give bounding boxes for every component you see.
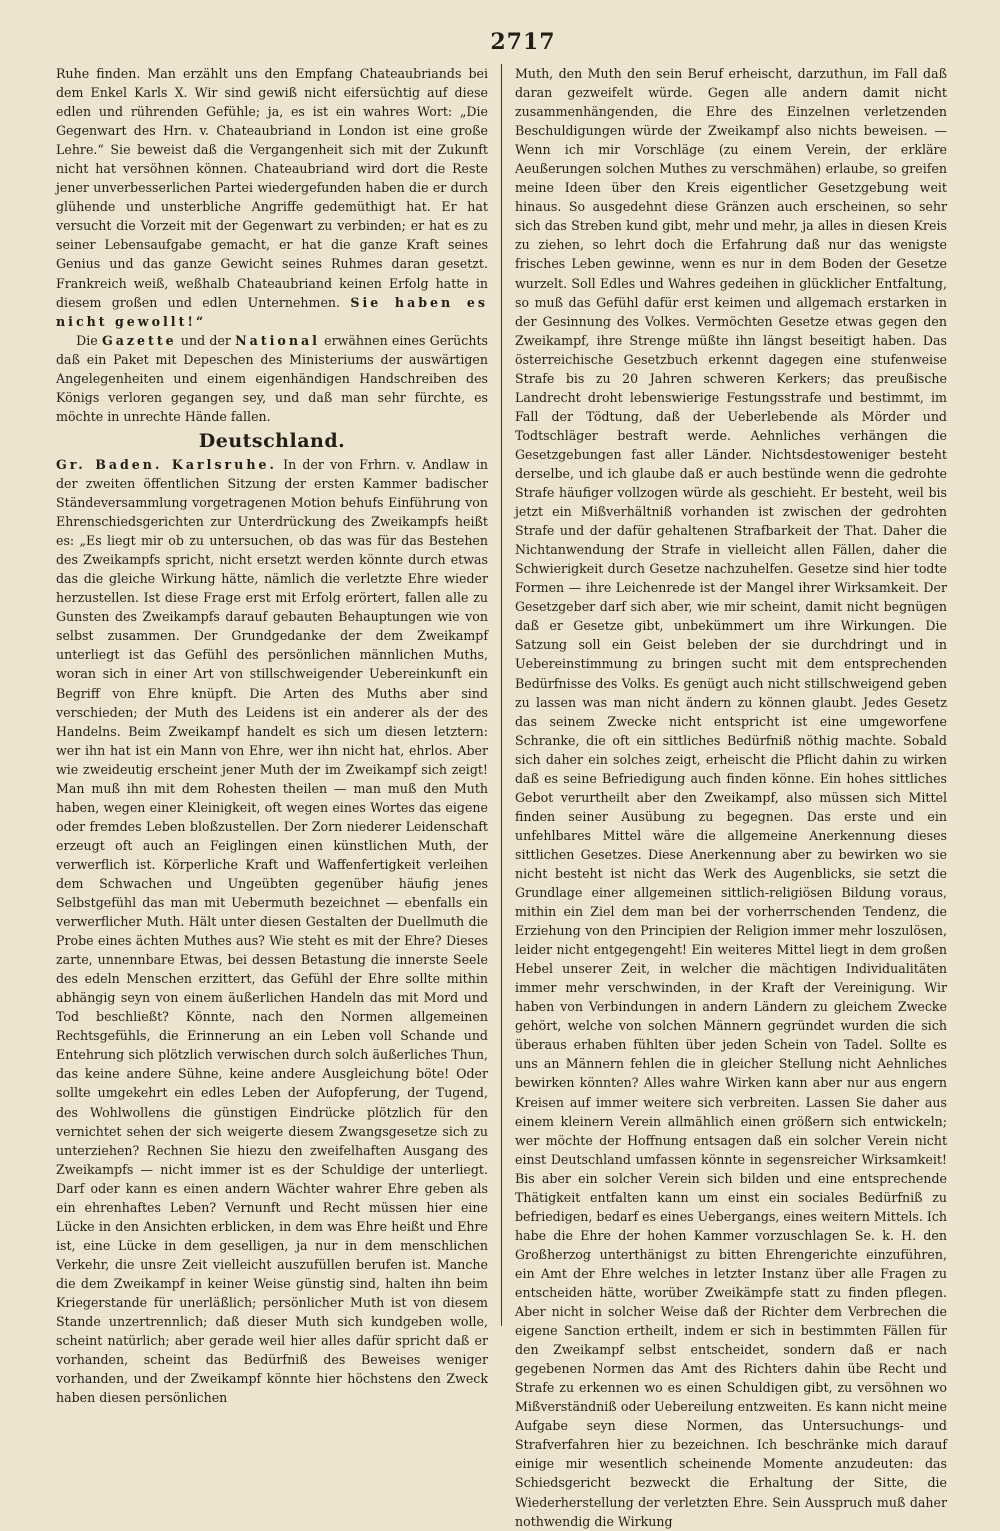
dateline: Gr. Baden. Karlsruhe.	[56, 456, 277, 472]
paragraph-baden	[56, 455, 488, 1407]
text-fragment: Die	[76, 332, 98, 348]
newspaper-name-national: National	[235, 332, 320, 348]
paragraph-gazette	[56, 331, 488, 426]
paragraph-text: Muth, den Muth den sein Beruf erheischt, darzuthun, im Fall daß daran gezweifelt würde. Gegen alle andern damit nicht zusammenhängenden, die Ehre des Einzelnen verletzenden Beschuldigungen würde der Zweikampf also nichts beweisen. — Wenn ich mir Vorschläge (zu einem Verein, der erkläre Aeußerungen solchen Muthes zu verschmähen) erlaube, so greifen meine Ideen über den Kreis eigentlicher Gesetzgebung weit hinaus. So ausgedehnt diese Gränzen auch erscheinen, so sehr sich das Streben kund gibt, mehr und mehr, ja alles in diesen Kreis zu ziehen, so lehrt doch die Erfahrung daß nur das wenigste frisches Leben gewinne, wenn es nur in dem Boden der Gesetze wurzelt. Soll Edles und Wahres gedeihen in glücklicher Entfaltung, so muß das Gefühl dafür erst keimen und allgemach erstarken in der Gesinnung des Volkes. Vermöchten Gesetze etwas gegen den Zweikampf, ihre Strenge müßte ihn längst beseitigt haben. Das österreichische Gesetzbuch erkennt dagegen eine stufenweise Strafe bis zu 20 Jahren schweren Kerkers; das preußische Landrecht droht lebenswierige Festungsstrafe und bestimmt, im Fall der Tödtung, daß der Ueberlebende als Mörder und Todtschläger bestraft werde. Aehnliches verhängen die Gesetzgebungen fast aller Länder. Nichtsdestoweniger besteht derselbe, und ich glaube daß er auch bestünde wenn die gedrohte Strafe häufiger vollzogen würde als geschieht. Er besteht, weil bis jetzt ein Mißverhältniß vorhanden ist zwischen der gedrohten Strafe und der dafür gehaltenen Strafbarkeit der That. Daher die Nichtanwendung der Strafe in vielleicht allen Fällen, daher die Schwierigkeit durch Gesetze nachzuhelfen. Gesetze sind hier todte Formen — ihre Leichenrede ist der Mangel ihrer Wirksamkeit. Der Gesetzgeber darf sich aber, wie mir scheint, damit nicht begnügen daß er Gesetze gibt, unbekümmert um ihre Wirkungen. Die Satzung soll ein Geist beleben der sie durchdringt und in Uebereinstimmung zu bringen sucht mit dem entsprechenden Bedürfnisse des Volks. Es genügt auch nicht stillschweigend geben zu lassen was man nicht ändern zu können glaubt. Jedes Gesetz das seinem Zwecke nicht entspricht ist eine umgeworfene Schranke, die oft ein sittliches Bedürfniß nöthig machte. Sobald sich daher ein solches zeigt, erheischt die Pflicht dahin zu wirken daß es seine Befriedigung auch finden könne. Ein hohes sittliches Gebot verurtheilt aber den Zweikampf, also müssen sich Mittel finden seiner Ausübung zu begegnen. Das erste und ein unfehlbares Mittel wäre die allgemeine Anerkennung dieses sittlichen Gesetzes. Diese Anerkennung aber zu bewirken wo sie nicht besteht ist nicht das Werk des Augenblicks, sie setzt die Grundlage einer allgemeinen sittlich-religiösen Bildung voraus, mithin ein Ziel dem man bei der vorherrschenden Tendenz, die Erziehung von den Principien der Religion immer mehr loszulösen, leider nicht entgegengeht! Ein weiteres Mittel liegt in dem großen Hebel unserer Zeit, in welcher die mächtigen Individualitäten immer mehr verschwinden, in der Kraft der Vereinigung. Wir haben von Verbindungen in andern Ländern zu gleichem Zwecke gehört, welche von solchen Männern gegründet wurden die sich überaus erhaben fühlten über jeden Schein von Tadel. Sollte es uns an Männern fehlen die in gleicher Stellung nicht Aehnliches bewirken könnten? Alles wahre Wirken kann aber nur aus engern Kreisen auf immer weitere sich verbreiten. Lassen Sie daher aus einem kleinern Verein allmählich einen größern sich entwickeln; wer möchte der Hoffnung entsagen daß ein solcher Verein nicht einst Deutschland umfassen könnte in segensreicher Wirksamkeit! Bis aber ein solcher Verein sich bilden und eine entsprechende Thätigkeit entfalten kann um einst ein sociales Bedürfniß zu befriedigen, bedarf es eines Uebergangs, eines weitern Mittels. Ich habe die Ehre der hohen Kammer vorzuschlagen Se. k. H. den Großherzog unterthänigst zu bitten Ehrengerichte einzuführen, ein Amt der Ehre welches in letzter Instanz über alle Fragen zu entscheiden hätte, worüber Zweikämpfe statt zu finden pflegen. Aber nicht in solcher Weise daß der Richter dem Verbrechen die eigene Sanction ertheilt, indem er sich in bestimmten Fällen für den Zweikampf selbst entscheidet, sondern daß er nach gegebenen Normen das Amt des Richters dahin übe Recht und Strafe zu erkennen wo es einen Schuldigen gibt, zu versöhnen wo Mißverständniß oder Uebereilung entzweiten. Es kann nicht meine Aufgabe seyn diese Normen, das Untersuchungs- und Strafverfahren hier zu bezeichnen. Ich beschränke mich darauf einige mir wesentlich scheinende Momente anzudeuten: das Schiedsgericht bezweckt die Erhaltung der Sitte, die Wiederherstellung der verletzten Ehre. Sein Ausspruch muß daher nothwendig die Wirkung	[515, 66, 947, 1529]
page-number: 2717	[490, 29, 556, 55]
paragraph-text: In der von Frhrn. v. Andlaw in der zweiten öffentlichen Sitzung der ersten Kammer badischer Ständeversammlung vorgetragenen Motion behufs Einführung von Ehrenschiedsgerichten zur Unterdrückung des Zweikampfs heißt es: „Es liegt mir ob zu untersuchen, ob das was für das Bestehen des Zweikampfs spricht, nicht ersetzt werden könnte durch etwas das die gleiche Wirkung hätte, nämlich die verletzte Ehre wieder herzustellen. Ist diese Frage erst mit Erfolg erörtert, fallen alle zu Gunsten des Zweikampfs darauf gebauten Behauptungen wie von selbst zusammen. Der Grundgedanke der dem Zweikampf unterliegt ist das Gefühl des persönlichen männlichen Muths, woran sich in einer Art von stillschweigender Uebereinkunft ein Begriff von Ehre knüpft. Die Arten des Muths aber sind verschieden; der Muth des Leidens ist ein anderer als der des Handelns. Beim Zweikampf handelt es sich um diesen letztern: wer ihn hat ist ein Mann von Ehre, wer ihn nicht hat, ehrlos. Aber wie zweideutig erscheint jener Muth der im Zweikampf sich zeigt! Man muß ihn mit dem Rohesten theilen — man muß den Muth haben, wegen einer Kleinigkeit, oft wegen eines Wortes das eigene oder fremdes Leben bloßzustellen. Der Zorn niederer Leidenschaft erzeugt oft auch an Feiglingen einen künstlichen Muth, der verwerflich ist. Körperliche Kraft und Waffenfertigkeit verleihen dem Schwachen und Ungeübten gegenüber häufig jenes Selbstgefühl das man mit Uebermuth bezeichnet — ebenfalls ein verwerflicher Muth. Hält unter diesen Gestalten der Duellmuth die Probe eines ächten Muthes aus? Wie steht es mit der Ehre? Dieses zarte, unnennbare Etwas, bei dessen Betastung die innerste Seele des edeln Menschen erzittert, das Gefühl der Ehre sollte mithin abhängig seyn von einem äußerlichen Handeln das mit Mord und Tod beschließt? Könnte, nach den Normen allgemeinen Rechtsgefühls, die Erinnerung an ein Leben voll Schande und Entehrung sich plötzlich verwischen durch solch äußerliches Thun, das keine andere Sühne, keine andere Ausgleichung böte! Oder sollte umgekehrt ein edles Leben der Aufopferung, der Tugend, des Wohlwollens die günstigen Eindrücke plötzlich für den vernichtet sehen der sich weigerte diesem Zwangsgesetze sich zu unterziehen? Rechnen Sie hiezu den zweifelhaften Ausgang des Zweikampfs — nicht immer ist es der Schuldige der unterliegt. Darf oder kann es einen andern Wächter wahrer Ehre geben als ein ehrenhaftes Leben? Vernunft und Recht müssen hier eine Lücke in den Ansichten erblicken, in dem was Ehre heißt und Ehre ist, eine Lücke in dem geselligen, ja nur in dem menschlichen Verkehr, die unsre Zeit vielleicht auszufüllen berufen ist. Manche die dem Zweikampf in keiner Weise günstig sind, halten ihn beim Kriegerstande für unerläßlich; persönlicher Muth ist von diesem Stande unzertrennlich; daß dieser Muth sich kundgeben wolle, scheint natürlich; aber gerade weil hier alles dafür spricht daß er vorhanden, scheint das Bedürfniß des Beweises weniger vorhanden, und der Zweikampf könnte hier höchstens den Zweck haben diesen persönlichen	[56, 456, 489, 1406]
paragraph-text: Ruhe finden. Man erzählt uns den Empfang Chateaubriands bei dem Enkel Karls X. Wir sind gewiß nicht eifersüchtig auf diese edlen und rührenden Gefühle; ja, es ist ein wahres Wort: „Die Gegenwart des Hrn. v. Chateaubriand in London ist eine große Lehre.“ Sie beweist daß die Vergangenheit sich mit der Zukunft nicht hat versöhnen können. Chateaubriand wird dort die Reste jener unverbesserlichen Partei wiedergefunden haben die er durch glühende und unsterbliche Angriffe gedemüthigt hat. Er hat versucht die Vorzeit mit der Gegenwart zu verbinden; er hat es zu seiner Lebensaufgabe gemacht, er hat die ganze Kraft seines Genius und das ganze Gewicht seines Ruhmes daran gesetzt. Frankreich weiß, weßhalb Chateaubriand keinen Erfolg hatte in diesem großen und edlen Unternehmen.	[56, 66, 488, 310]
text-columns	[56, 64, 950, 1531]
column-divider	[501, 64, 502, 1326]
right-column	[515, 64, 947, 1531]
paragraph-continuation	[515, 64, 947, 1531]
left-column	[56, 64, 488, 1407]
newspaper-name-gazette: Gazette	[101, 332, 177, 348]
section-heading: Deutschland.	[198, 429, 346, 452]
text-fragment: erwähnen eines Gerüchts daß ein Paket mit Depeschen des Ministeriums der auswärtigen Angelegenheiten und einem eigenhändigen Handschreiben des Königs verloren gegangen sey, und daß man sehr fürchte, es möchte in unrechte Hände fallen.	[56, 332, 488, 424]
text-fragment: und der	[180, 332, 231, 348]
paragraph-chateaubriand	[56, 64, 488, 331]
spaced-quote: Sie haben es nicht gewollt!“	[56, 294, 488, 329]
